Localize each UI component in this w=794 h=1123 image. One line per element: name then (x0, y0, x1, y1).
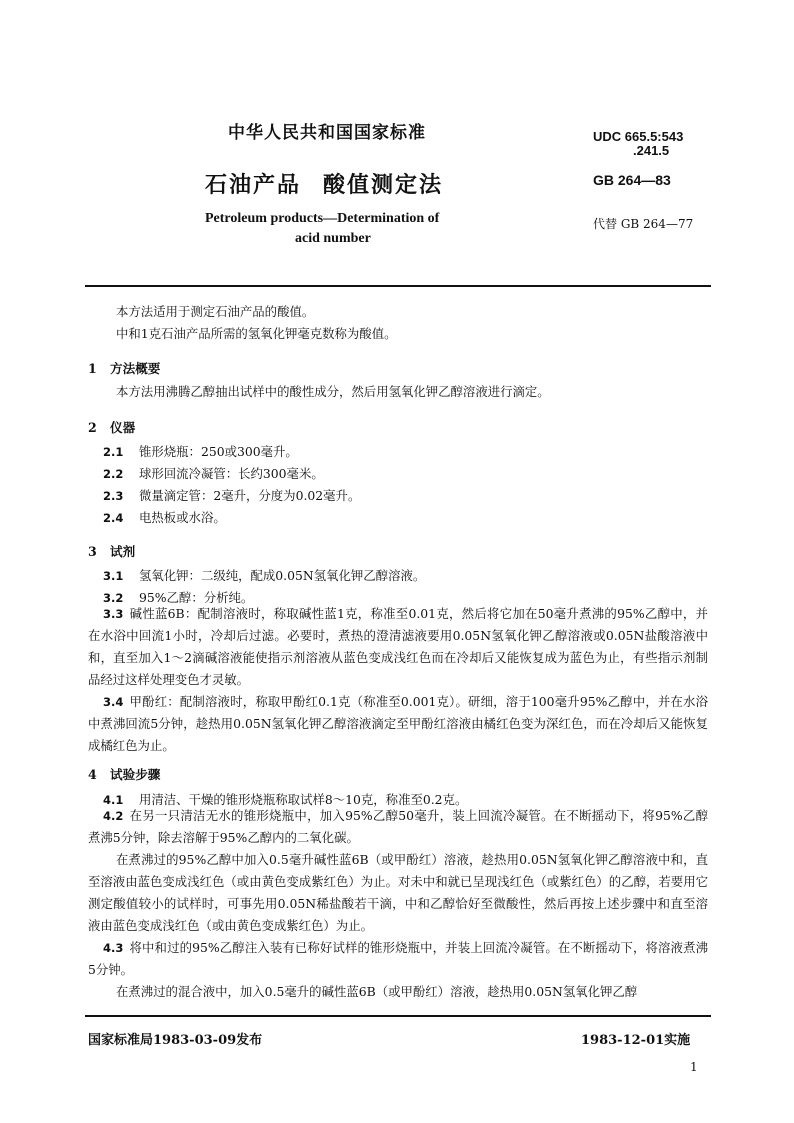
english-title-line-1: Petroleum products—Determination of (205, 211, 440, 226)
section-2-heading: 2 仪器 (88, 420, 136, 435)
effective-date: 1983-12-01实施 (581, 1033, 691, 1048)
item-2-2: 2.2 球形回流冷凝管：长约300毫米。 (103, 466, 324, 481)
footer-divider (85, 1015, 711, 1017)
replaces-standard: 代替 GB 264—77 (593, 217, 694, 231)
national-standard-heading: 中华人民共和国国家标准 (228, 123, 426, 143)
step-4-2-continued: 在煮沸过的95%乙醇中加入0.5毫升碱性蓝6B（或甲酚红）溶液，趁热用0.05N氢氧化钾乙醇溶液中和，直至溶液由蓝色变成浅红色（或由黄色变成紫红色）为止。对未中和就已呈现浅红色（或紫红色）的乙醇，若要用它测定酸值较小的试样时，可事先用0.05N稀盐酸若干滴，中和乙醇恰好至微酸性，然后再按上述步骤中和直至溶液由蓝色变成浅红色（或由黄色变成紫红色）为止。 (88, 852, 708, 933)
header-divider (85, 285, 711, 287)
item-2-1: 2.1 锥形烧瓶：250或300毫升。 (103, 444, 298, 459)
standard-number: GB 264—83 (593, 172, 671, 188)
item-3-3: 3.3 碱性蓝6B：配制溶液时，称取碱性蓝1克，称准至0.01克，然后将它加在50毫升煮沸的95%乙醇中，并在水浴中回流1小时，冷却后过滤。必要时，煮热的澄清滤液要用0.05N氢氧化钾乙醇溶液或0.05N盐酸溶液中和，直至加入1～2滴碱溶液能使指示剂溶液从蓝色变成浅红色而在冷却后又能恢复成为蓝色为止，有些指示剂制品经过这样处理变色才灵敏。 (88, 606, 708, 687)
item-3-2: 3.2 95%乙醇：分析纯。 (103, 590, 254, 605)
intro-line-1: 本方法适用于测定石油产品的酸值。 (116, 304, 315, 319)
issue-date: 国家标准局1983-03-09发布 (88, 1033, 263, 1048)
udc-code-continued: .241.5 (633, 143, 670, 158)
english-title-line-2: acid number (295, 231, 371, 246)
title-part-2: 酸值测定法 (323, 172, 444, 198)
page-number: 1 (690, 1060, 698, 1074)
udc-code: UDC 665.5:543 (593, 129, 684, 144)
section-4-heading: 4 试验步骤 (88, 767, 161, 782)
section-1-text: 本方法用沸腾乙醇抽出试样中的酸性成分，然后用氢氧化钾乙醇溶液进行滴定。 (116, 384, 550, 399)
step-4-3-continued: 在煮沸过的混合液中，加入0.5毫升的碱性蓝6B（或甲酚红）溶液，趁热用0.05N氢氧化钾乙醇 (116, 984, 638, 999)
document-title (205, 168, 443, 199)
step-4-2: 4.2 在另一只清洁无水的锥形烧瓶中，加入95%乙醇50毫升，装上回流冷凝管。在不断摇动下，将95%乙醇煮沸5分钟，除去溶解于95%乙醇内的二氧化碳。 (88, 808, 708, 845)
item-3-1: 3.1 氢氧化钾：二级纯，配成0.05N氢氧化钾乙醇溶液。 (103, 568, 426, 583)
item-2-4: 2.4 电热板或水浴。 (103, 510, 226, 525)
item-3-4: 3.4 甲酚红：配制溶液时，称取甲酚红0.1克（称准至0.001克）。研细，溶于100毫升95%乙醇中，并在水浴中煮沸回流5分钟，趁热用0.05N氢氧化钾乙醇溶液滴定至甲酚红溶液由橘红色变为深红色，而在冷却后又能恢复成橘红色为止。 (88, 694, 708, 753)
step-4-3: 4.3 将中和过的95%乙醇注入装有已称好试样的锥形烧瓶中，并装上回流冷凝管。在不断摇动下，将溶液煮沸5分钟。 (88, 940, 708, 977)
title-part-1: 石油产品 (205, 172, 302, 198)
section-3-heading: 3 试剂 (88, 544, 136, 559)
item-2-3: 2.3 微量滴定管：2毫升，分度为0.02毫升。 (103, 488, 361, 503)
intro-line-2: 中和1克石油产品所需的氢氧化钾毫克数称为酸值。 (116, 326, 397, 341)
step-4-1: 4.1 用清洁、干燥的锥形烧瓶称取试样8～10克，称准至0.2克。 (103, 792, 468, 807)
section-1-heading: 1 方法概要 (88, 361, 161, 376)
